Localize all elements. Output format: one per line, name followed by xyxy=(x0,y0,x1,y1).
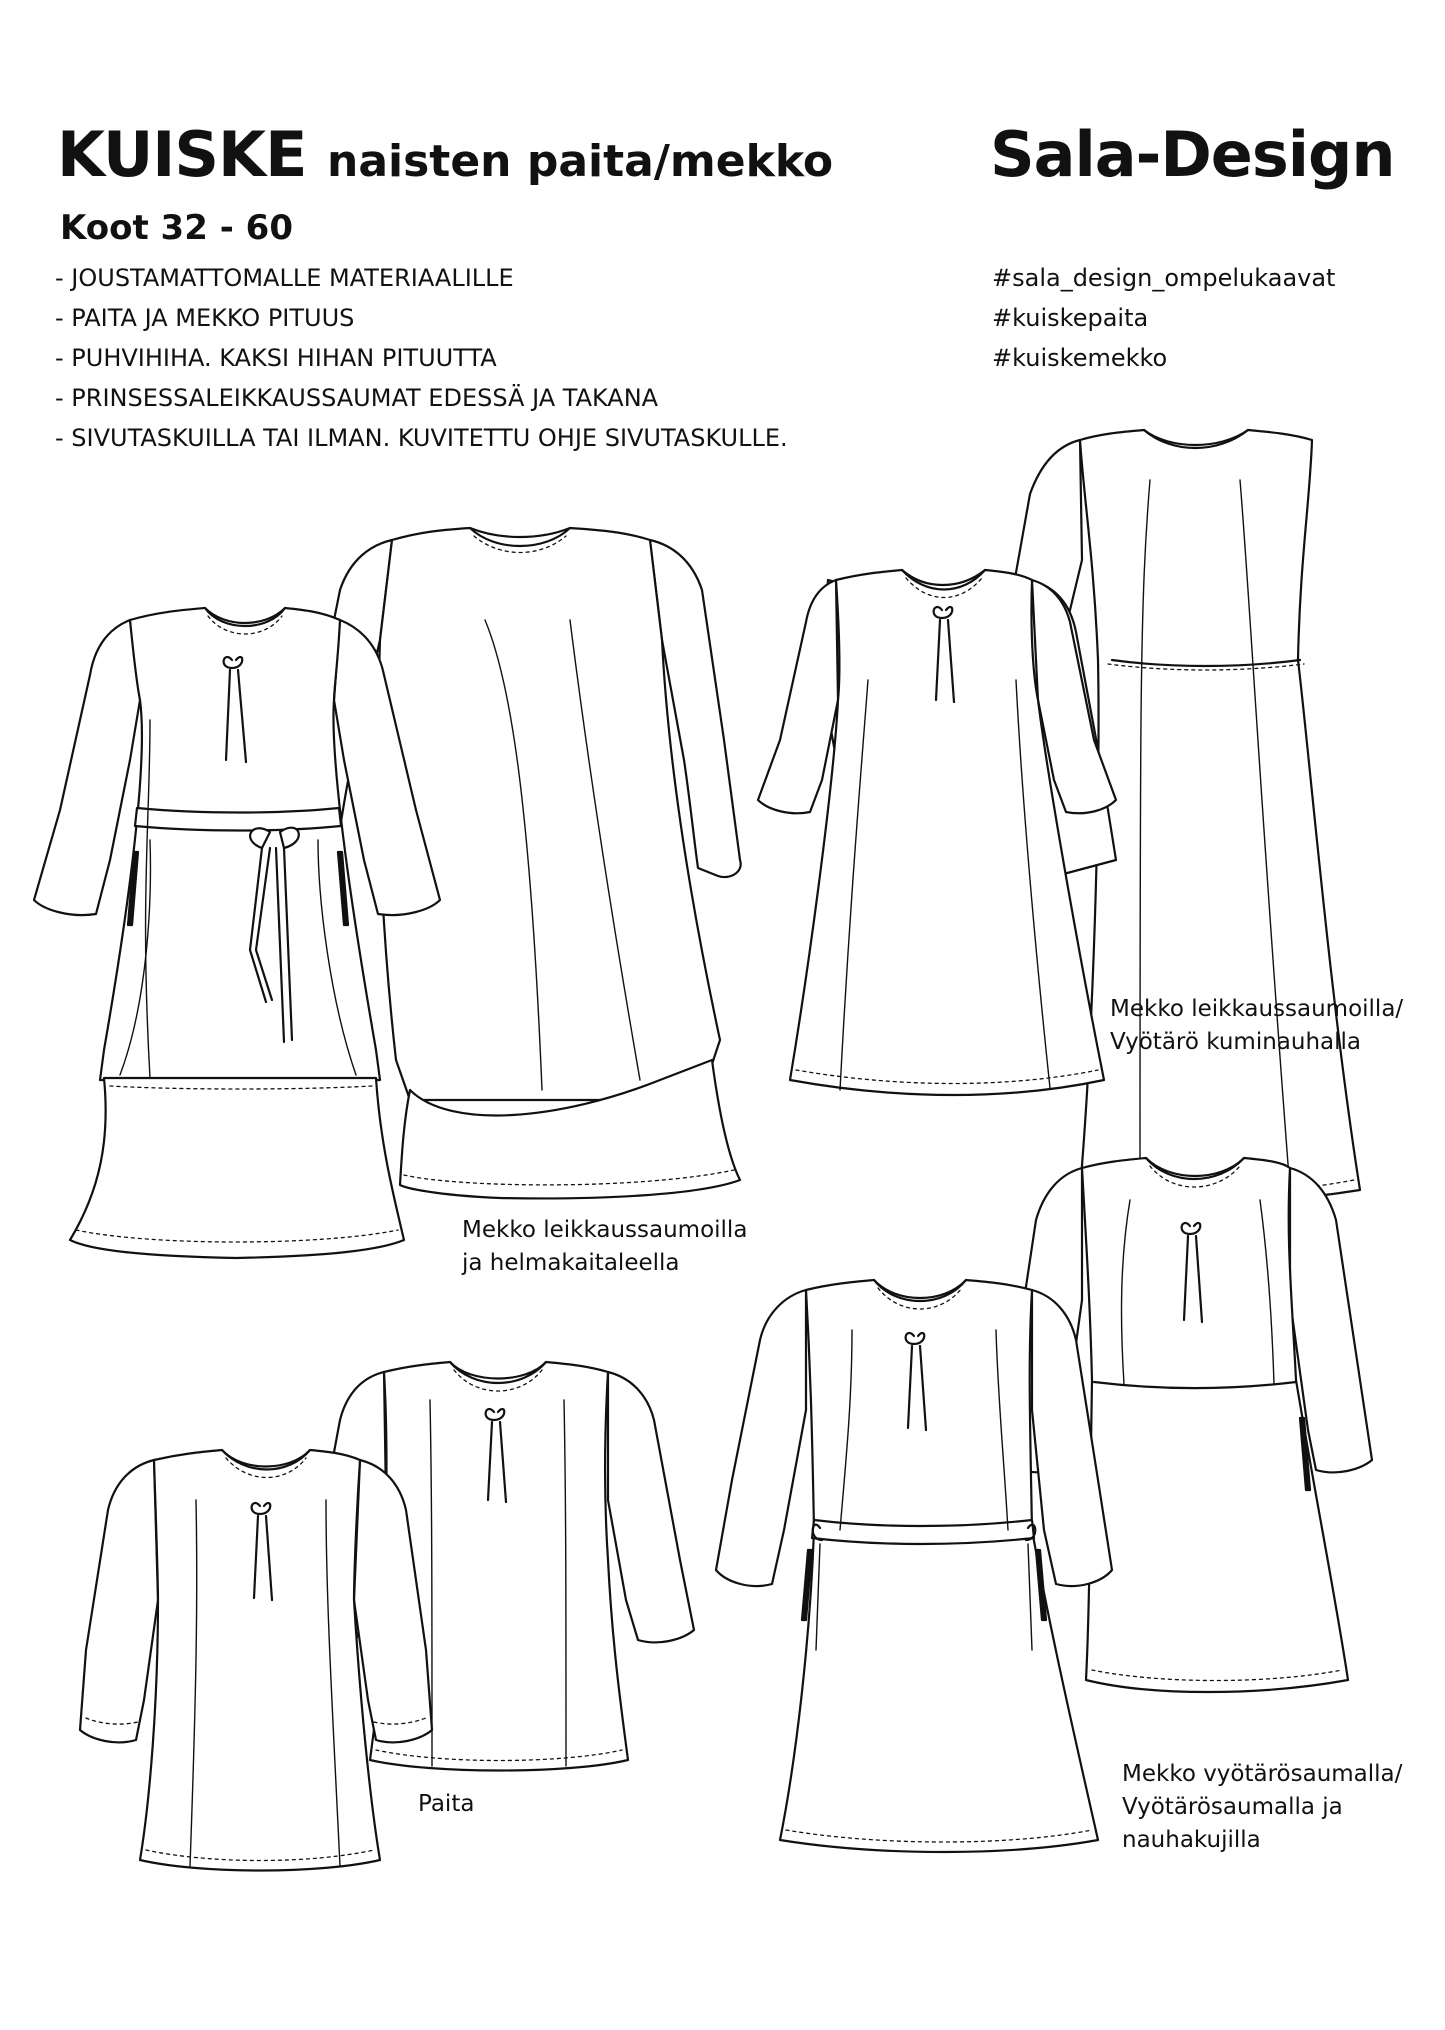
feature-item: - JOUSTAMATTOMALLE MATERIAALILLE xyxy=(55,264,514,292)
caption-line: Paita xyxy=(418,1791,475,1817)
hashtag: #kuiskemekko xyxy=(992,344,1168,372)
waist-seam-dress-front xyxy=(716,1280,1112,1852)
caption-seam-dress xyxy=(1110,993,1403,1059)
feature-item: - PAITA JA MEKKO PITUUS xyxy=(55,304,355,332)
brand-name: Sala-Design xyxy=(990,118,1395,191)
caption-line: Vyötärösaumalla ja xyxy=(1122,1794,1343,1820)
caption-flounce-dress xyxy=(462,1214,747,1280)
size-range: Koot 32 - 60 xyxy=(60,208,293,248)
pattern-subtitle: naisten paita/mekko xyxy=(327,136,834,187)
feature-item: - PRINSESSALEIKKAUSSAUMAT EDESSÄ JA TAKANA xyxy=(55,384,659,412)
hashtag: #sala_design_ompelukaavat xyxy=(992,264,1336,292)
caption-line: Mekko leikkaussaumoilla/ xyxy=(1110,996,1404,1022)
flounce-dress-front xyxy=(34,608,440,1258)
feature-item: - PUHVIHIHA. KAKSI HIHAN PITUUTTA xyxy=(55,344,497,372)
caption-line: Mekko leikkaussaumoilla xyxy=(462,1217,748,1243)
caption-line: Vyötärö kuminauhalla xyxy=(1110,1029,1362,1055)
caption-waist-dress xyxy=(1122,1758,1402,1857)
hashtag: #kuiskepaita xyxy=(992,304,1149,332)
caption-shirt xyxy=(418,1788,474,1821)
pattern-name: KUISKE xyxy=(57,118,307,191)
caption-line: ja helmakaitaleella xyxy=(462,1250,680,1276)
feature-item: - SIVUTASKUILLA TAI ILMAN. KUVITETTU OHJE SIVUTASKULLE. xyxy=(55,424,788,452)
caption-line: Mekko vyötärösaumalla/ xyxy=(1122,1761,1403,1787)
caption-line: nauhakujilla xyxy=(1122,1827,1261,1853)
seam-dress-front xyxy=(758,570,1116,1095)
shirt-front xyxy=(80,1450,432,1871)
